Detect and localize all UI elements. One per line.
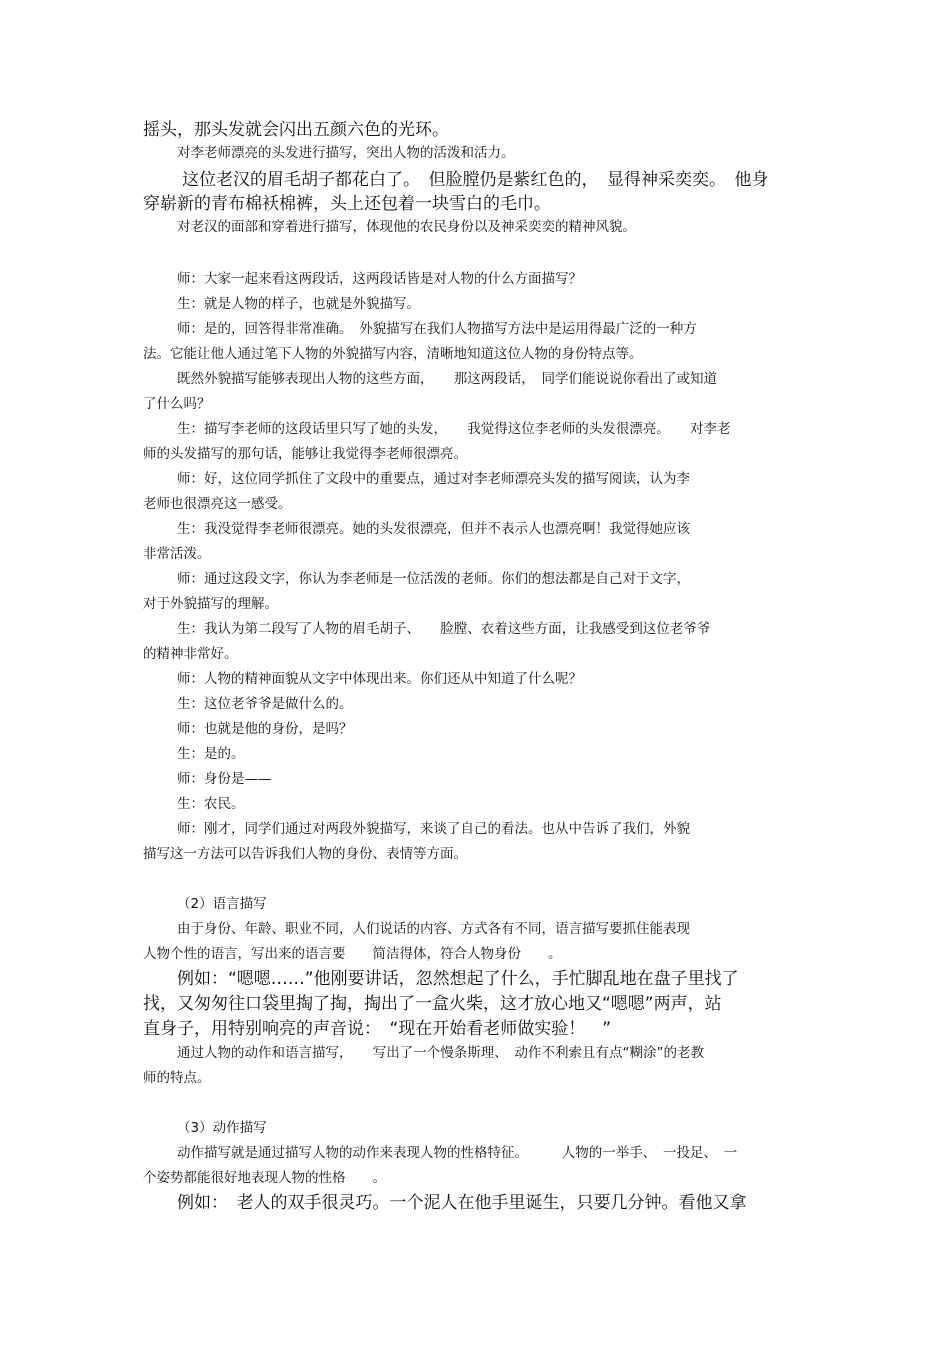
- text-line: 动作描写就是通过描写人物的动作来表现人物的性格特征。 人物的一举手、 一投足、 一: [177, 1145, 738, 1161]
- text-line: 通过人物的动作和语言描写， 写出了一个慢条斯理、 动作不利索且有点“糊涂”的老教: [177, 1045, 704, 1061]
- text-line: 师：通过这段文字，你认为李老师是一位活泼的老师。你们的想法都是自己对于文字，: [177, 571, 690, 587]
- text-line: 生：描写李老师的这段话里只写了她的头发， 我觉得这位李老师的头发很漂亮。 对李老: [177, 421, 731, 437]
- text-line: 师：好，这位同学抓住了文段中的重要点，通过对李老师漂亮头发的描写阅读，认为李: [177, 471, 690, 487]
- text-line: 例如：“嗯嗯……”他刚要讲话，忽然想起了什么，手忙脚乱地在盘子里找了: [177, 969, 739, 989]
- text-line: 既然外貌描写能够表现出人物的这些方面， 那这两段话， 同学们能说说你看出了或知道: [177, 371, 717, 387]
- section-heading: （3）动作描写: [177, 1120, 267, 1136]
- text-line: 由于身份、年龄、职业不同，人们说话的内容、方式各有不同，语言描写要抓住能表现: [177, 921, 690, 937]
- text-line: 了什么吗？: [143, 396, 211, 412]
- text-line: 生：这位老爷爷是做什么的。: [177, 696, 353, 712]
- text-line: 描写这一方法可以告诉我们人物的身份、表情等方面。: [143, 846, 467, 862]
- text-line: 这位老汉的眉毛胡子都花白了。 但脸膛仍是紫红色的， 显得神采奕奕。 他身: [182, 170, 769, 190]
- text-line: 生：是的。: [177, 746, 245, 762]
- text-line: 法。它能让他人通过笔下人物的外貌描写内容，清晰地知道这位人物的身份特点等。: [143, 346, 643, 362]
- text-line: 师：刚才，同学们通过对两段外貌描写，来谈了自己的看法。也从中告诉了我们，外貌: [177, 821, 690, 837]
- text-line: 例如： 老人的双手很灵巧。一个泥人在他手里诞生，只要几分钟。看他又拿: [177, 1193, 747, 1213]
- text-line: 摇头，那头发就会闪出五颜六色的光环。: [143, 120, 449, 140]
- text-line: 师：是的，回答得非常准确。 外貌描写在我们人物描写方法中是运用得最广泛的一种方: [177, 321, 697, 337]
- text-line: 生：农民。: [177, 796, 245, 812]
- text-line: 师：也就是他的身份，是吗？: [177, 721, 353, 737]
- text-line: 个姿势都能很好地表现人物的性格 。: [143, 1170, 386, 1186]
- text-line: 对老汉的面部和穿着进行描写，体现他的农民身份以及神采奕奕的精神风貌。: [177, 219, 636, 235]
- text-line: 师：大家一起来看这两段话，这两段话皆是对人物的什么方面描写？: [177, 271, 582, 287]
- text-line: 直身子，用特别响亮的声音说： “现在开始看老师做实验！ ”: [143, 1019, 612, 1039]
- text-line: 的精神非常好。: [143, 646, 238, 662]
- text-line: 师的头发描写的那句话，能够让我觉得李老师很漂亮。: [143, 446, 467, 462]
- text-line: 生：我没觉得李老师很漂亮。她的头发很漂亮，但并不表示人也漂亮啊！我觉得她应该: [177, 521, 690, 537]
- text-line: 生：我认为第二段写了人物的眉毛胡子、 脸膛、衣着这些方面，让我感受到这位老爷爷: [177, 621, 711, 637]
- section-heading: （2）语言描写: [177, 896, 267, 912]
- text-line: 师的特点。: [143, 1070, 211, 1086]
- text-line: 生：就是人物的样子，也就是外貌描写。: [177, 296, 420, 312]
- text-line: 人物个性的语言，写出来的语言要 简洁得体，符合人物身份 。: [143, 946, 562, 962]
- text-line: 师：人物的精神面貌从文字中体现出来。你们还从中知道了什么呢？: [177, 671, 582, 687]
- text-line: 找，又匆匆往口袋里掏了掏，掏出了一盒火柴，这才放心地又“嗯嗯”两声，站: [143, 994, 722, 1014]
- text-line: 师：身份是——: [177, 771, 272, 787]
- text-line: 对于外貌描写的理解。: [143, 596, 278, 612]
- text-line: 对李老师漂亮的头发进行描写，突出人物的活泼和活力。: [177, 145, 515, 161]
- text-line: 非常活泼。: [143, 546, 211, 562]
- text-line: 穿崭新的青布棉袄棉裤，头上还包着一块雪白的毛巾。: [143, 194, 551, 214]
- text-line: 老师也很漂亮这一感受。: [143, 496, 292, 512]
